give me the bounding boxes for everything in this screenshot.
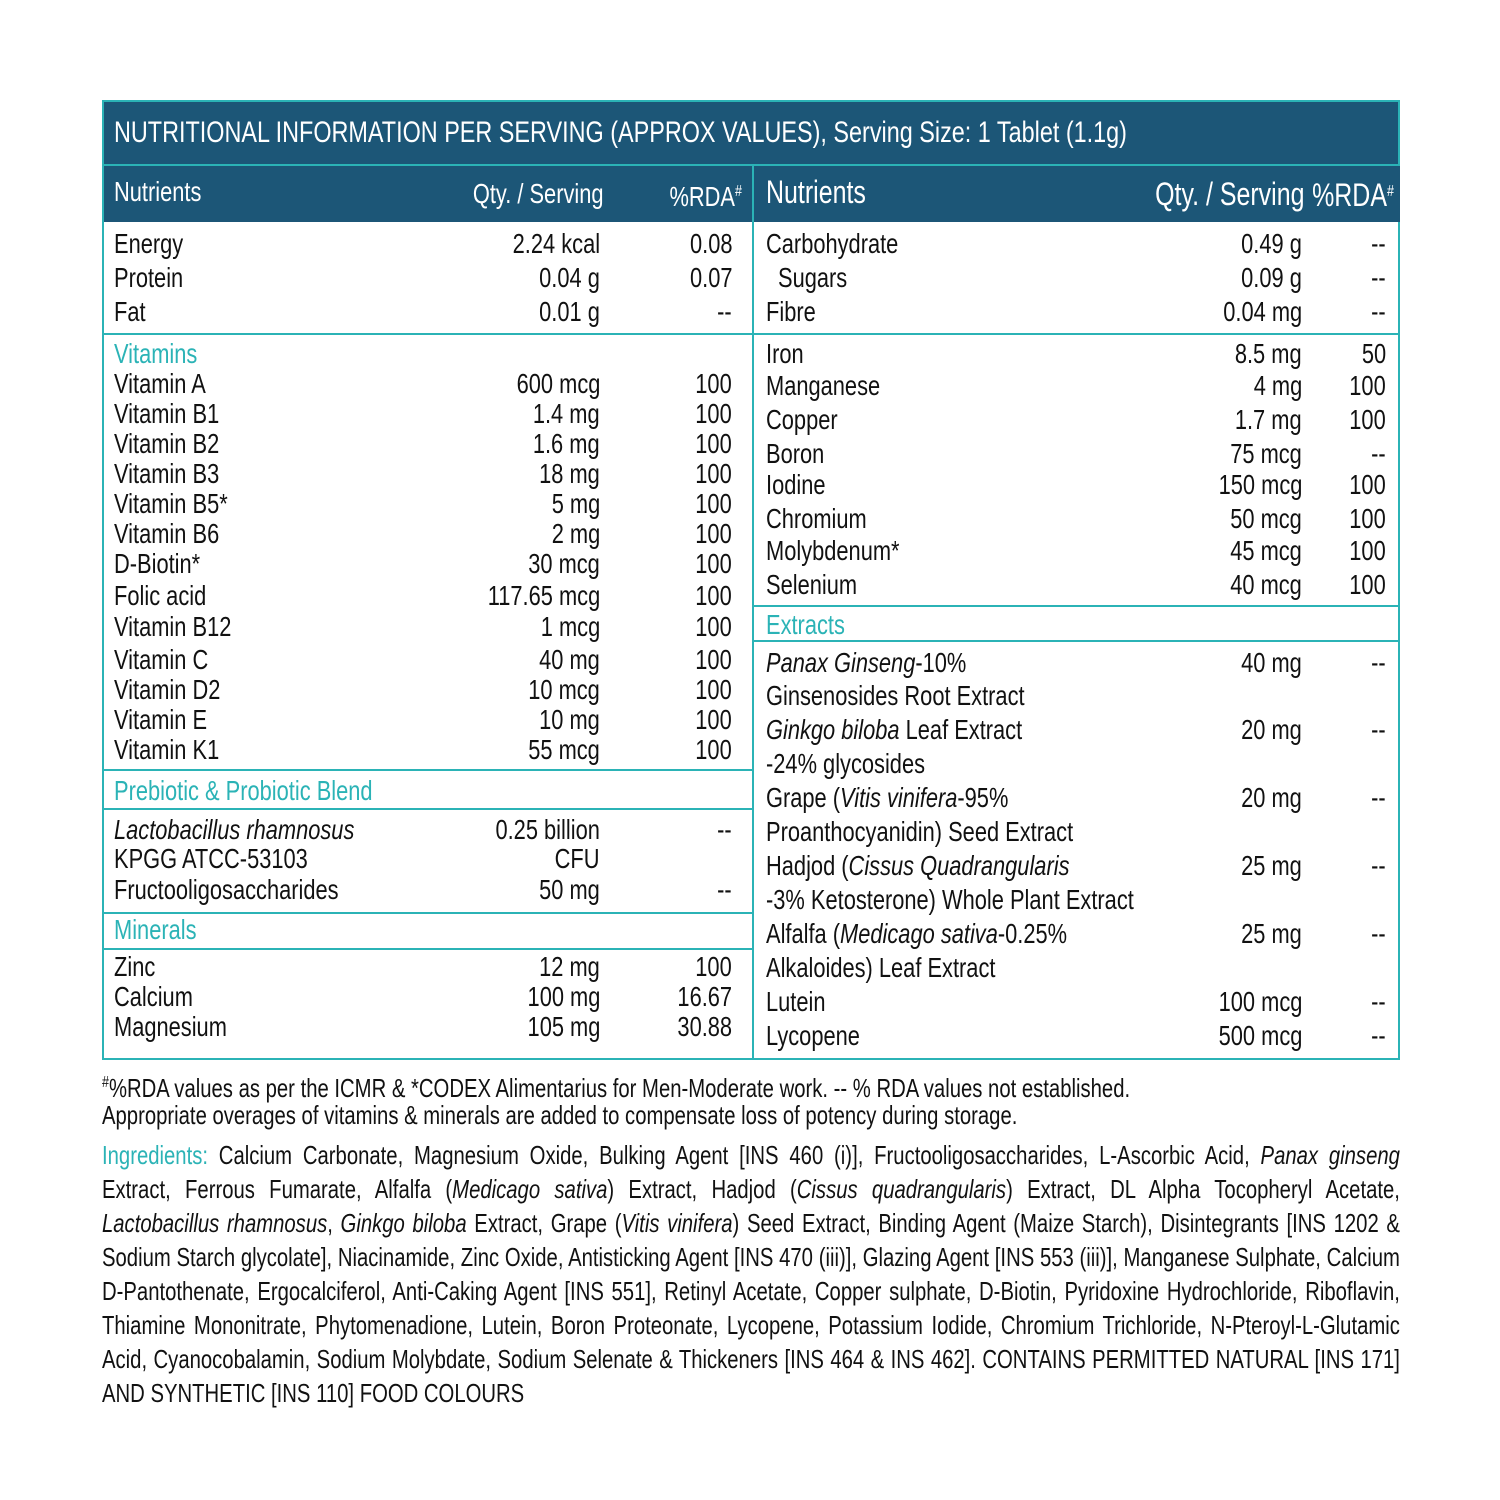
header-qty-right: Qty. / Serving <box>1154 176 1304 212</box>
nutrient-rda: 100 <box>695 674 732 705</box>
nutrient-name: D-Biotin* <box>114 548 201 579</box>
nutrient-rda: -- <box>1371 647 1386 678</box>
nutrient-qty: 1 mcg <box>540 611 600 642</box>
nutrient-qty: 4 mg <box>1253 370 1302 401</box>
nutrient-name: Molybdenum* <box>766 535 900 566</box>
nutrient-name: Manganese <box>766 370 881 401</box>
nutrient-rda: -- <box>717 814 732 845</box>
rda-footnote: #%RDA values as per the ICMR & *CODEX Alimentarius for Men-Moderate work. -- % RDA values not established. <box>102 1073 1131 1103</box>
nutrient-rda: -- <box>1371 918 1386 949</box>
header-qty: Qty. / Serving <box>473 178 604 209</box>
nutrient-rda: 100 <box>695 398 732 429</box>
nutrient-rda: -- <box>1371 782 1386 813</box>
nutrient-qty: 40 mcg <box>1230 569 1302 600</box>
nutrient-name: Folic acid <box>114 580 207 611</box>
nutrient-rda: -- <box>1371 228 1386 259</box>
nutrient-name: Carbohydrate <box>766 228 899 259</box>
nutrient-rda: 100 <box>695 951 732 982</box>
nutrient-qty: 0.25 billion <box>495 814 600 845</box>
nutrient-rda: -- <box>1371 850 1386 881</box>
nutrient-name: Energy <box>114 228 184 259</box>
divider-left-vitamins <box>104 769 752 771</box>
header-rda: %RDA# <box>669 181 742 212</box>
section-label-probiotic: Prebiotic & Probiotic Blend <box>114 775 373 806</box>
divider-right-extracts-label <box>754 640 1400 642</box>
nutrient-qty: 500 mcg <box>1218 1020 1302 1051</box>
nutrient-rda: 16.67 <box>677 981 732 1012</box>
extract-name: Alfalfa (Medicago sativa-0.25% <box>766 918 1068 949</box>
nutrient-rda: 100 <box>695 428 732 459</box>
ingredients-text: Ingredients: Calcium Carbonate, Magnesium Oxide, Bulking Agent [INS 460 (i)], Fructooligosaccharides, L-Ascorbic Acid, Panax ginseng Extract, Ferrous Fumarate, Alfalfa (Medicago sativa) Extract, Hadjod (Cissus quadrangularis) Extract, DL Alpha Tocopheryl Acetate, Lactobacillus rhamnosus, Ginkgo biloba Extract, Grape (Vitis vinifera) Seed Extract, Binding Agent (Maize Starch), Disintegrants [INS 1202 & Sodium Starch glycolate], Niacinamide, Zinc Oxide, Antisticking Agent [INS 470 (iii)], Glazing Agent [INS 553 (iii)], Manganese Sulphate, Calcium D-Pantothenate, Ergocalciferol, Anti-Caking Agent [INS 551], Retinyl Acetate, Copper sulphate, D-Biotin, Pyridoxine Hydrochloride, Riboflavin, Thiamine Mononitrate, Phytomenadione, Lutein, Boron Proteonate, Lycopene, Potassium Iodide, Chromium Trichloride, N-Pteroyl-L-Glutamic Acid, Cyanocobalamin, Sodium Molybdate, Sodium Selenate & Thickeners [INS 464 & INS 462]. CONTAINS PERMITTED NATURAL [INS 171] AND SYNTHETIC [INS 110] FOOD COLOURS <box>102 1140 1400 1408</box>
nutrient-qty: 10 mcg <box>528 674 600 705</box>
nutrient-rda: -- <box>1371 1020 1386 1051</box>
nutrient-rda: -- <box>717 874 732 905</box>
nutrient-qty: 600 mcg <box>516 368 600 399</box>
nutrient-qty: 0.49 g <box>1241 228 1302 259</box>
nutrient-qty: 18 mg <box>539 458 600 489</box>
header-nutrients-right: Nutrients <box>766 174 866 210</box>
nutrient-name: Iron <box>766 338 804 369</box>
nutrient-qty: 1.6 mg <box>533 428 600 459</box>
nutrient-rda: 100 <box>1349 535 1386 566</box>
nutrient-rda: 100 <box>1349 503 1386 534</box>
header-nutrients: Nutrients <box>114 176 202 207</box>
nutrient-qty: 50 mcg <box>1230 503 1302 534</box>
nutrient-name: Protein <box>114 262 184 293</box>
nutrient-qty: CFU <box>555 843 600 874</box>
nutrient-name: Vitamin B6 <box>114 518 220 549</box>
nutrient-qty: 20 mg <box>1241 782 1302 813</box>
nutrient-rda: 100 <box>695 644 732 675</box>
nutrient-qty: 55 mcg <box>528 734 600 765</box>
extract-name: Lycopene <box>766 1020 860 1051</box>
nutrient-name: Vitamin D2 <box>114 674 221 705</box>
nutrient-qty: 0.04 mg <box>1223 296 1302 327</box>
extract-name-cont: -24% glycosides <box>766 748 926 779</box>
nutrient-name: Vitamin B1 <box>114 398 220 429</box>
nutrient-rda: 100 <box>1349 404 1386 435</box>
divider-left-probiotic <box>104 912 752 914</box>
nutrient-rda: 100 <box>695 704 732 735</box>
nutrient-qty: 100 mcg <box>1218 986 1302 1017</box>
nutrient-name: Copper <box>766 404 838 435</box>
nutrient-rda: 100 <box>695 580 732 611</box>
nutrient-name: Fructooligosaccharides <box>114 874 339 905</box>
nutrient-qty: 2.24 kcal <box>512 228 600 259</box>
nutrient-qty: 0.04 g <box>539 262 600 293</box>
nutrient-name: Fibre <box>766 296 816 327</box>
nutrient-name: Vitamin E <box>114 704 208 735</box>
nutrient-qty: 5 mg <box>551 488 600 519</box>
overage-footnote: Appropriate overages of vitamins & minerals are added to compensate loss of potency during storage. <box>102 1100 1018 1130</box>
nutrient-qty: 40 mg <box>1241 647 1302 678</box>
nutrient-name: Vitamin B5* <box>114 488 228 519</box>
nutrient-qty: 20 mg <box>1241 714 1302 745</box>
nutrient-name: Zinc <box>114 951 156 982</box>
nutrient-rda: 30.88 <box>677 1011 732 1042</box>
nutrient-qty: 100 mg <box>527 981 600 1012</box>
nutrient-qty: 50 mg <box>539 874 600 905</box>
nutrition-table <box>102 100 1400 1060</box>
extract-name-cont: Alkaloides) Leaf Extract <box>766 952 996 983</box>
nutrient-name: Iodine <box>766 469 826 500</box>
nutrient-qty: 1.7 mg <box>1235 404 1302 435</box>
nutrient-qty: 150 mcg <box>1218 469 1302 500</box>
nutrient-name: KPGG ATCC-53103 <box>114 843 308 874</box>
extract-name: Grape (Vitis vinifera-95% <box>766 782 1009 813</box>
extract-name-cont: -3% Ketosterone) Whole Plant Extract <box>766 884 1134 915</box>
nutrient-qty: 10 mg <box>539 704 600 735</box>
nutrient-rda: 0.08 <box>689 228 732 259</box>
nutrient-rda: 100 <box>1349 569 1386 600</box>
header-left <box>104 166 752 222</box>
nutrient-name: Lactobacillus rhamnosus <box>114 814 355 845</box>
extract-name-cont: Ginsenosides Root Extract <box>766 680 1025 711</box>
nutrient-rda: 100 <box>695 368 732 399</box>
extract-name: Ginkgo biloba Leaf Extract <box>766 714 1023 745</box>
section-label-vitamins: Vitamins <box>114 338 198 369</box>
extract-name: Hadjod (Cissus Quadrangularis <box>766 850 1070 881</box>
nutrient-name: Magnesium <box>114 1011 227 1042</box>
nutrient-qty: 25 mg <box>1241 918 1302 949</box>
nutrient-qty: 8.5 mg <box>1235 338 1302 369</box>
nutrient-name: Vitamin B3 <box>114 458 220 489</box>
divider-left-probiotic-label <box>104 808 752 810</box>
nutrient-rda: 0.07 <box>689 262 732 293</box>
extract-name: Panax Ginseng-10% <box>766 647 967 678</box>
nutrient-qty: 25 mg <box>1241 850 1302 881</box>
nutrient-name: Vitamin C <box>114 644 209 675</box>
nutrient-qty: 75 mcg <box>1230 438 1302 469</box>
table-title: NUTRITIONAL INFORMATION PER SERVING (APPROX VALUES), Serving Size: 1 Tablet (1.1g) <box>114 116 1127 149</box>
nutrient-rda: -- <box>1371 438 1386 469</box>
nutrient-name: Chromium <box>766 503 867 534</box>
header-rda-right: %RDA# <box>1312 177 1394 213</box>
nutrient-name: Boron <box>766 438 825 469</box>
nutrient-qty: 117.65 mcg <box>487 580 600 611</box>
header-right <box>754 166 1400 222</box>
nutrient-qty: 45 mcg <box>1230 535 1302 566</box>
nutrient-rda: 100 <box>695 488 732 519</box>
nutrient-qty: 1.4 mg <box>533 398 600 429</box>
divider-left-minerals-label <box>104 948 752 950</box>
nutrient-qty: 0.09 g <box>1241 262 1302 293</box>
nutrient-name: Selenium <box>766 569 858 600</box>
nutrient-rda: 100 <box>1349 469 1386 500</box>
nutrient-qty: 12 mg <box>539 951 600 982</box>
nutrient-name: Vitamin B2 <box>114 428 220 459</box>
nutrient-rda: 50 <box>1361 338 1386 369</box>
nutrient-rda: -- <box>1371 296 1386 327</box>
nutrient-name: Sugars <box>778 262 848 293</box>
nutrient-qty: 30 mcg <box>528 548 600 579</box>
column-divider <box>752 166 754 1060</box>
divider-right-minerals <box>754 605 1400 607</box>
divider-left-basic <box>104 333 752 335</box>
extract-name: Lutein <box>766 986 826 1017</box>
ingredients-label: Ingredients: <box>102 1140 208 1170</box>
nutrient-name: Vitamin B12 <box>114 611 232 642</box>
nutrient-rda: 100 <box>695 548 732 579</box>
section-label-minerals: Minerals <box>114 914 197 945</box>
nutrient-rda: 100 <box>695 458 732 489</box>
nutrient-rda: 100 <box>1349 370 1386 401</box>
nutrient-qty: 2 mg <box>551 518 600 549</box>
nutrient-rda: -- <box>1371 714 1386 745</box>
nutrient-rda: 100 <box>695 734 732 765</box>
nutrient-name: Fat <box>114 296 146 327</box>
nutrient-rda: -- <box>1371 986 1386 1017</box>
nutrient-rda: -- <box>717 296 732 327</box>
nutrient-qty: 40 mg <box>539 644 600 675</box>
nutrient-name: Calcium <box>114 981 193 1012</box>
nutrient-rda: 100 <box>695 611 732 642</box>
title-bar <box>104 102 1398 166</box>
extract-name-cont: Proanthocyanidin) Seed Extract <box>766 816 1074 847</box>
section-label-extracts: Extracts <box>766 609 845 640</box>
nutrient-name: Vitamin K1 <box>114 734 220 765</box>
nutrient-qty: 0.01 g <box>539 296 600 327</box>
nutrient-rda: 100 <box>695 518 732 549</box>
nutrient-name: Vitamin A <box>114 368 206 399</box>
nutrient-rda: -- <box>1371 262 1386 293</box>
divider-right-carbs <box>754 333 1400 335</box>
nutrient-qty: 105 mg <box>527 1011 600 1042</box>
